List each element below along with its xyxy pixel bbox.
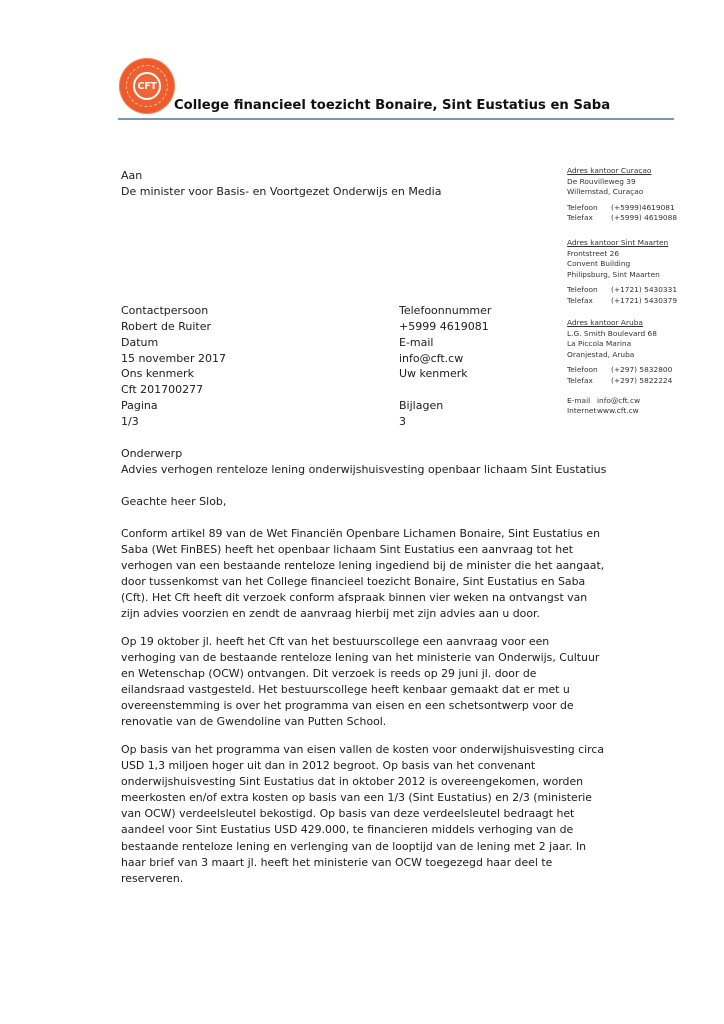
email-label: E-mail bbox=[567, 395, 591, 405]
paragraph-line: aandeel voor Sint Eustatius USD 429.000, te financieren middels verhoging van de bbox=[121, 823, 574, 837]
fax-label: Telefax bbox=[567, 375, 593, 385]
fax-value: (+297) 5822224 bbox=[611, 375, 673, 385]
office-address-line: Oranjestad, Aruba bbox=[567, 349, 635, 359]
logo-text: CFT bbox=[133, 72, 161, 100]
paragraph-line: Conform artikel 89 van de Wet Financiën Openbare Lichamen Bonaire, Sint Eustatius en bbox=[121, 527, 600, 540]
meta-value-pagina: 1/3 bbox=[121, 415, 139, 428]
paragraph-line: (Cft). Het Cft heeft dit verzoek conform afspraak binnen vier weken na ontvangst van bbox=[121, 591, 588, 605]
internet-label: Internet bbox=[567, 406, 597, 416]
paragraph-line: Saba (Wet FinBES) heeft het openbaar lichaam Sint Eustatius een aanvraag tot het bbox=[121, 543, 574, 557]
subject-text: Advies verhogen renteloze lening onderwijshuisvesting openbaar lichaam Sint Eustatius bbox=[121, 463, 607, 476]
paragraph-line: eilandsraad vastgesteld. Het bestuurscollege heeft kenbaar gemaakt dat er met u bbox=[121, 683, 570, 697]
meta-label-pagina: Pagina bbox=[121, 399, 158, 412]
cft-logo bbox=[119, 58, 175, 114]
email-link[interactable]: info@cft.cw bbox=[597, 395, 641, 405]
paragraph-line: verhogen van een bestaande renteloze lening ingediend bij de minister die het aangaat, bbox=[121, 559, 605, 573]
office-phone-row bbox=[567, 285, 677, 296]
paragraph-line: Op basis van het programma van eisen vallen de kosten voor onderwijshuisvesting circa bbox=[121, 743, 605, 756]
meta-label-ons-kenmerk: Ons kenmerk bbox=[121, 367, 194, 380]
fax-label: Telefax bbox=[567, 213, 593, 223]
phone-label: Telefoon bbox=[567, 285, 598, 295]
body-paragraph-2 bbox=[121, 634, 611, 731]
meta-value-bijlagen: 3 bbox=[399, 415, 406, 428]
meta-value-datum: 15 november 2017 bbox=[121, 352, 226, 365]
office-fax-row bbox=[567, 213, 677, 224]
meta-value-telefoonnummer: +5999 4619081 bbox=[399, 320, 489, 333]
office-phone-row bbox=[567, 365, 672, 376]
phone-label: Telefoon bbox=[567, 365, 598, 375]
office-curacao bbox=[567, 166, 677, 224]
paragraph-line: van OCW) verdeelsleutel bekostigd. Op basis van deze verdeelsleutel bedraagt het bbox=[121, 807, 575, 821]
paragraph-line: haar brief van 3 maart jl. heeft het ministerie van OCW toegezegd haar deel te bbox=[121, 855, 553, 869]
fax-label: Telefax bbox=[567, 295, 593, 305]
office-heading: Adres kantoor Aruba bbox=[567, 318, 643, 327]
organization-title: College financieel toezicht Bonaire, Sint Eustatius en Saba bbox=[174, 98, 611, 113]
paragraph-line: renovatie van de Gwendoline van Putten School. bbox=[121, 715, 387, 729]
addressee-recipient: De minister voor Basis- en Voortgezet Onderwijs en Media bbox=[121, 185, 442, 198]
salutation: Geachte heer Slob, bbox=[121, 495, 227, 508]
phone-value: (+1721) 5430331 bbox=[611, 285, 678, 295]
paragraph-line: overeenstemming is over het programma van eisen en een schetsontwerp voor de bbox=[121, 699, 574, 713]
paragraph-line: verhoging van de bestaande renteloze lening van het ministerie van Onderwijs, Cultuur bbox=[121, 651, 600, 665]
office-aruba bbox=[567, 318, 672, 417]
office-address-line: La Piccola Marina bbox=[567, 339, 632, 349]
office-address-line: Philipsburg, Sint Maarten bbox=[567, 269, 660, 279]
body-paragraph-3 bbox=[121, 742, 611, 887]
phone-label: Telefoon bbox=[567, 202, 598, 212]
office-address-line: De Rouvilleweg 39 bbox=[567, 176, 636, 186]
meta-label-telefoonnummer: Telefoonnummer bbox=[399, 304, 492, 317]
paragraph-line: onderwijshuisvesting Sint Eustatius dat in oktober 2012 is overeengekomen, worden bbox=[121, 775, 584, 789]
office-address-line: Willemstad, Curaçao bbox=[567, 187, 644, 197]
meta-label-contactpersoon: Contactpersoon bbox=[121, 304, 209, 317]
phone-value: (+297) 5832800 bbox=[611, 365, 673, 375]
paragraph-line: door tussenkomst van het College financieel toezicht Bonaire, Sint Eustatius en Saba bbox=[121, 575, 586, 589]
header-divider bbox=[118, 118, 674, 120]
office-heading: Adres kantoor Curaçao bbox=[567, 166, 652, 175]
fax-value: (+1721) 5430379 bbox=[611, 295, 678, 305]
meta-label-email: E-mail bbox=[399, 336, 434, 349]
office-fax-row bbox=[567, 376, 672, 387]
paragraph-line: meerkosten en/of extra kosten op basis van een 1/3 (Sint Eustatius) en 2/3 (ministerie bbox=[121, 791, 592, 805]
meta-value-ons-kenmerk: Cft 201700277 bbox=[121, 383, 204, 396]
office-heading: Adres kantoor Sint Maarten bbox=[567, 238, 669, 247]
office-address-line: L.G. Smith Boulevard 68 bbox=[567, 328, 657, 338]
body-paragraph-1 bbox=[121, 526, 611, 623]
office-phone-row bbox=[567, 203, 677, 214]
meta-label-datum: Datum bbox=[121, 336, 159, 349]
meta-label-bijlagen: Bijlagen bbox=[399, 399, 444, 412]
office-sint-maarten bbox=[567, 238, 677, 307]
office-fax-row bbox=[567, 296, 677, 307]
subject-label: Onderwerp bbox=[121, 447, 183, 460]
contact-email-row bbox=[567, 396, 672, 407]
paragraph-line: bestaande renteloze lening en verlenging van de looptijd van de lening met 2 jaar. In bbox=[121, 839, 587, 853]
meta-label-uw-kenmerk: Uw kenmerk bbox=[399, 367, 468, 380]
paragraph-line: Op 19 oktober jl. heeft het Cft van het bestuurscollege een aanvraag voor een bbox=[121, 635, 550, 648]
office-address-line: Convent Building bbox=[567, 259, 631, 269]
meta-value-email[interactable]: info@cft.cw bbox=[399, 352, 464, 365]
office-address-line: Frontstreet 26 bbox=[567, 248, 620, 258]
paragraph-line: zijn advies voorzien en zendt de aanvraag hierbij met zijn advies aan u door. bbox=[121, 607, 540, 621]
phone-value: (+5999)4619081 bbox=[611, 202, 675, 212]
addressee-label: Aan bbox=[121, 169, 143, 182]
contact-internet-row bbox=[567, 406, 672, 417]
meta-value-contactpersoon: Robert de Ruiter bbox=[121, 320, 211, 333]
fax-value: (+5999) 4619088 bbox=[611, 213, 678, 223]
paragraph-line: reserveren. bbox=[121, 871, 184, 885]
website-link[interactable]: www.cft.cw bbox=[597, 406, 639, 416]
paragraph-line: USD 1,3 miljoen hoger uit dan in 2012 begroot. Op basis van het convenant bbox=[121, 759, 536, 773]
paragraph-line: en Wetenschap (OCW) ontvangen. Dit verzoek is reeds op 29 juni jl. door de bbox=[121, 667, 537, 681]
